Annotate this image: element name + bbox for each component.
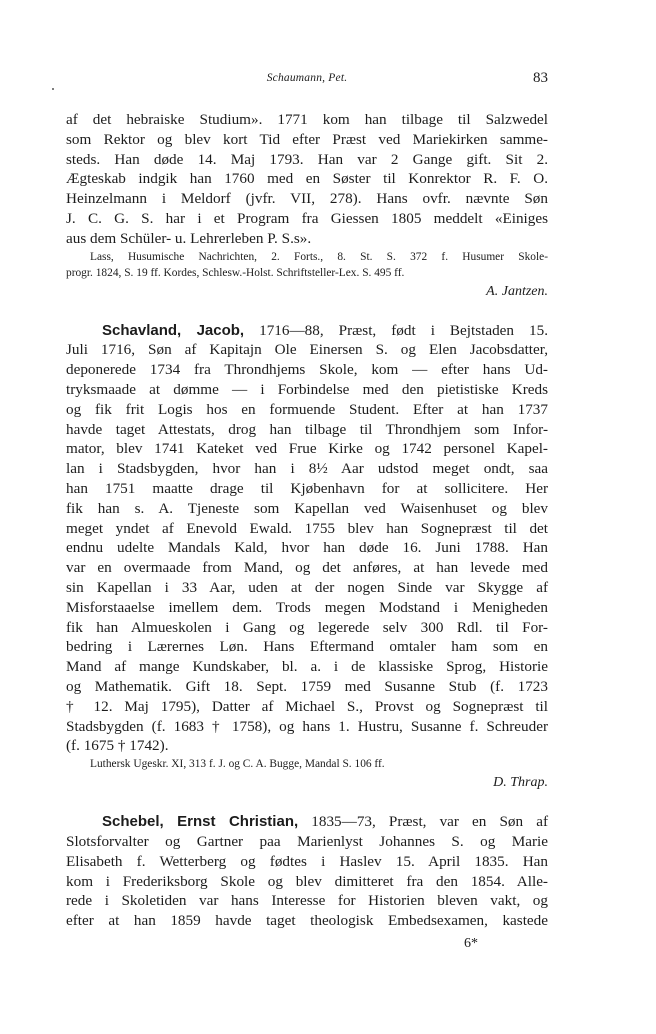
text-line: Heinzelmann i Meldorf (jvfr. VII, 278). Hans ovfr. nævnte Søn <box>66 190 548 208</box>
text-line: kom i Frederiksborg Skole og blev dimitteret fra den 1854. Alle- <box>66 872 548 890</box>
text-line: han 1751 maatte drage til Kjøbenhavn for at sollicitere. Her <box>66 479 548 497</box>
page-number: 83 <box>533 70 548 86</box>
entry-heading: Schavland, Jacob, <box>102 321 245 339</box>
entry-first-line <box>66 812 548 832</box>
reference-line: Lass, Husumische Nachrichten, 2. Forts., 8. St. S. 372 f. Husumer Skole- <box>90 250 548 263</box>
text-line: havde taget Attestats, drog han tilbage til Throndhjem som Infor- <box>66 420 548 438</box>
text-line: Mand af mange Kundskaber, bl. a. i de klassiske Sprog, Historie <box>66 658 548 676</box>
text-line: fik han s. A. Tjeneste som Kapellan ved Waisenhuset og blev <box>66 499 548 517</box>
text-line: fik han Almueskolen i Gang og legerede selv 300 Rdl. til For- <box>66 618 548 636</box>
entry-first-line-text: 1835—73, Præst, var en Søn af <box>311 813 549 831</box>
reference-line: progr. 1824, S. 19 ff. Kordes, Schlesw.-Holst. Schriftsteller-Lex. S. 495 ff. <box>66 266 405 279</box>
text-line: som Rektor og blev kort Tid efter Præst ved Mariekirken samme- <box>66 130 548 148</box>
text-line: Juli 1716, Søn af Kapitajn Ole Einersen S. og Elen Jacobsdatter, <box>66 341 548 359</box>
text-line: Elisabeth f. Wetterberg og fødtes i Haslev 15. April 1835. Han <box>66 852 548 870</box>
text-line: endnu udelte Mandals Kald, hvor han døde 16. Juni 1788. Han <box>66 539 548 557</box>
text-line: mator, blev 1741 Kateket ved Frue Kirke og 1742 personel Kapel- <box>66 440 548 458</box>
entry-first-line-text: 1716—88, Præst, født i Bejtstaden 15. <box>259 321 549 339</box>
text-line: Stadsbygden (f. 1683 † 1758), og hans 1. Hustru, Susanne f. Schreuder <box>66 717 548 735</box>
text-line: efter at han 1859 havde taget theologisk Embedsexamen, kastede <box>66 912 548 930</box>
text-line: og fik frit Logis hos en formuende Student. Efter at han 1737 <box>66 400 548 418</box>
page-header <box>66 72 548 92</box>
sheet-signature: 6* <box>464 936 478 951</box>
text-line: Ægteskab indgik han 1760 med en Søster til Konrektor R. F. O. <box>66 170 548 188</box>
text-line: og Mathematik. Gift 18. Sept. 1759 med Susanne Stub (f. 1723 <box>66 677 548 695</box>
print-speck <box>52 88 54 90</box>
text-line: var en overmaade from Mand, og det anføres, at han levede med <box>66 559 548 577</box>
entry-schebel <box>66 812 548 931</box>
text-line: (f. 1675 † 1742). <box>66 737 169 755</box>
entry-first-line <box>66 321 548 341</box>
entry-schaumann <box>66 110 548 302</box>
running-head: Schaumann, Pet. <box>266 72 348 84</box>
text-line: Slotsforvalter og Gartner paa Marienlyst Johannes S. og Marie <box>66 832 548 850</box>
text-line: deponerede 1734 fra Throndhjems Skole, kom — efter hans Ud- <box>66 361 548 379</box>
text-line: † 12. Maj 1795), Datter af Michael S., Provst og Sognepræst til <box>66 697 548 715</box>
text-line: tryksmaade at dømme — i Forbindelse med den pietistiske Kreds <box>66 380 548 398</box>
text-line: af det hebraiske Studium». 1771 kom han tilbage til Salzwedel <box>66 111 548 128</box>
text-line: J. C. G. S. har i et Program fra Giessen 1805 meddelt «Einiges <box>66 209 548 227</box>
entry-heading: Schebel, Ernst Christian, <box>102 813 299 831</box>
entry-spacer <box>66 302 548 321</box>
reference-line: Luthersk Ugeskr. XI, 313 f. J. og C. A. Bugge, Mandal S. 106 ff. <box>90 758 385 771</box>
text-line: steds. Han døde 14. Maj 1793. Han var 2 Gange gift. Sit 2. <box>66 150 548 168</box>
text-line: sin Kapellan i 33 Aar, uden at der nogen Sinde var Skygge af <box>66 578 548 596</box>
text-line: lan i Stadsbygden, hvor han i 8½ Aar udstod meget ondt, saa <box>66 460 548 478</box>
entry-schavland <box>66 321 548 794</box>
author-signature: A. Jantzen. <box>486 283 548 299</box>
text-line: meget yndet af Enevold Ewald. 1755 blev han Sognepræst til det <box>66 519 548 537</box>
author-signature: D. Thrap. <box>493 775 548 791</box>
text-line: rede i Skoletiden var hans Interesse for Historien bleven vakt, og <box>66 892 548 910</box>
page-body <box>66 110 548 931</box>
text-line: aus dem Schüler- u. Lehrerleben P. S.s». <box>66 229 312 247</box>
text-line: Misforstaaelse imellem dem. Trods megen Modstand i Menigheden <box>66 598 548 616</box>
text-line: bedring i Lærernes Løn. Hans Eftermand omtaler ham som en <box>66 638 548 656</box>
entry-spacer <box>66 793 548 812</box>
